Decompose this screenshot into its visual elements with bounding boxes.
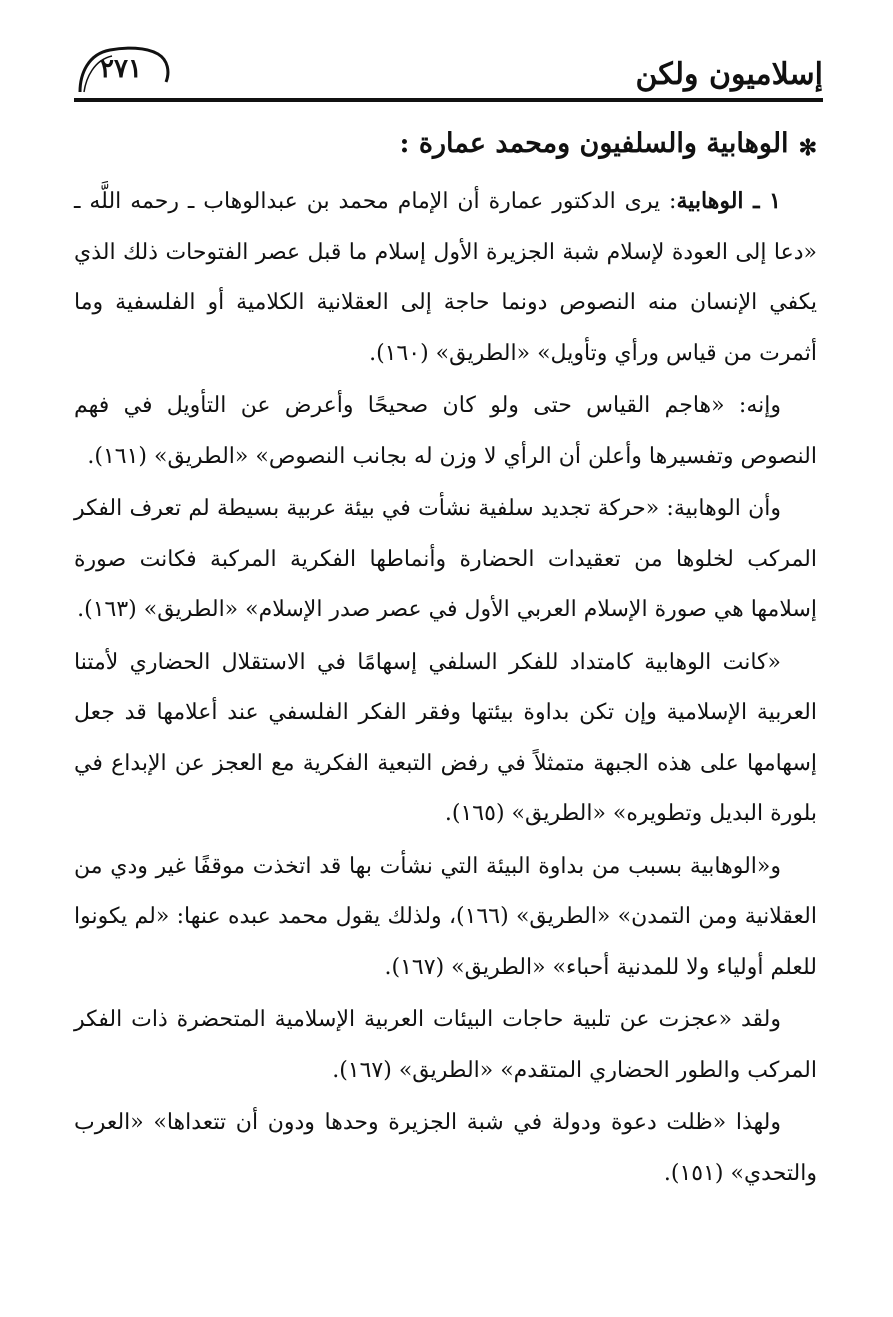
paragraph-text: «كانت الوهابية كامتداد للفكر السلفي إسهامًا في الاستقلال الحضاري لأمتنا العربية الإسلامية وإن تكن بداوة بيئتها وفقر الفكر الفلسفي عند أعلامها قد جعل إسهامها على هذه الجبهة متمثلاً في رفض التبعية الفكرية مع العجز عن الإبداع في بلورة البديل وتطويره» «الطريق» (١٦٥). bbox=[74, 649, 817, 826]
paragraph-text: و«الوهابية بسبب من بداوة البيئة التي نشأت بها قد اتخذت موقفًا غير ودي من العقلانية ومن التمدن» «الطريق» (١٦٦)، ولذلك يقول محمد عبده عنها: «لم يكونوا للعلم أولياء ولا للمدنية أحباء» «الطريق» (١٦٧). bbox=[74, 853, 817, 980]
paragraph bbox=[74, 381, 817, 482]
section-heading bbox=[74, 122, 817, 166]
page-body bbox=[74, 122, 817, 1201]
paragraph-lead: ١ ـ الوهابية bbox=[676, 188, 781, 214]
paragraph-text: ولهذا «ظلت دعوة ودولة في شبة الجزيرة وحدها ودون أن تتعداها» «العرب والتحدي» (١٥١). bbox=[74, 1110, 817, 1186]
paragraph-text: ولقد «عجزت عن تلبية حاجات البيئات العربية الإسلامية المتحضرة ذات الفكر المركب والطور الحضاري المتقدم» «الطريق» (١٦٧). bbox=[74, 1007, 817, 1083]
header-divider bbox=[74, 98, 823, 102]
paragraph bbox=[74, 842, 817, 994]
page-header bbox=[74, 36, 823, 102]
paragraph bbox=[74, 176, 817, 379]
paragraph bbox=[74, 638, 817, 840]
paragraph bbox=[74, 1098, 817, 1199]
running-book-title: إسلاميون ولكن bbox=[635, 57, 823, 92]
paragraph bbox=[74, 484, 817, 636]
asterisk-icon: ✻ bbox=[798, 135, 817, 161]
page-number-badge bbox=[74, 44, 174, 94]
section-heading-text: الوهابية والسلفيون ومحمد عمارة : bbox=[399, 128, 789, 159]
paragraph-text: وأن الوهابية: «حركة تجديد سلفية نشأت في بيئة عربية بسيطة لم تعرف الفكر المركب لخلوها من تعقيدات الحضارة وأنماطها الفكرية المركبة فكانت صورة إسلامها هي صورة الإسلام العربي الأول في عصر صدر الإسلام» «الطريق» (١٦٣). bbox=[74, 496, 817, 622]
paragraph-text: وإنه: «هاجم القياس حتى ولو كان صحيحًا وأعرض عن التأويل في فهم النصوص وتفسيرها وأعلن أن الرأي لا وزن له بجانب النصوص» «الطريق» (١٦١). bbox=[74, 393, 817, 469]
paragraph bbox=[74, 995, 817, 1096]
page-number: ٢٧١ bbox=[100, 54, 142, 84]
paragraph-text: : يرى الدكتور عمارة أن الإمام محمد بن عبدالوهاب ـ رحمه اللَّه ـ «دعا إلى العودة لإسلام شبة الجزيرة الأول إسلام ما قبل عصر الفتوحات ذلك الذي يكفي الإنسان منه النصوص دونما حاجة إلى العقلانية الكلامية أو الفلسفية وما أثمرت من قياس ورأي وتأويل» «الطريق» (١٦٠). bbox=[74, 189, 817, 366]
